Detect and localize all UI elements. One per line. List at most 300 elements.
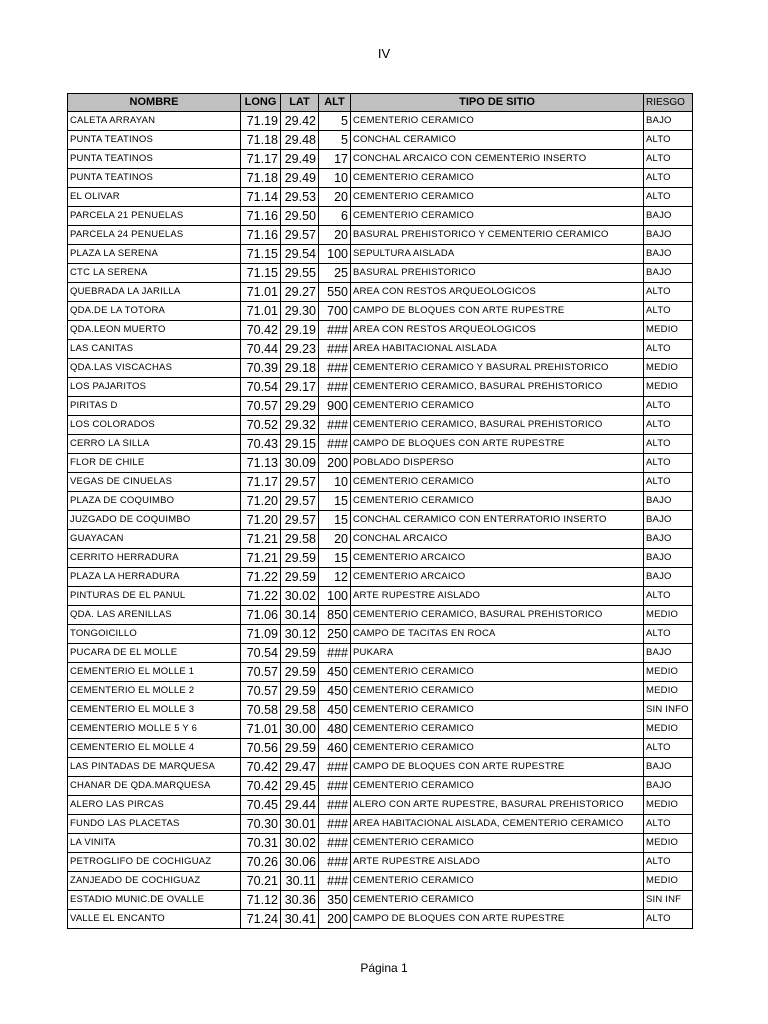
cell-tipo: ARTE RUPESTRE AISLADO [351,587,644,606]
cell-lat: 29.53 [281,188,319,207]
table-row [68,492,693,511]
table-row [68,663,693,682]
cell-riesgo: BAJO [644,245,693,264]
cell-tipo: CEMENTERIO CERAMICO [351,682,644,701]
cell-long: 70.39 [241,359,281,378]
cell-nombre: PARCELA 24 PENUELAS [68,226,241,245]
cell-long: 71.22 [241,568,281,587]
cell-long: 71.01 [241,302,281,321]
table-row [68,701,693,720]
cell-lat: 30.02 [281,834,319,853]
cell-alt: ### [319,796,351,815]
cell-alt: 100 [319,245,351,264]
cell-tipo: CEMENTERIO CERAMICO, BASURAL PREHISTORICO [351,606,644,625]
cell-lat: 29.58 [281,530,319,549]
header-row [68,94,693,112]
cell-tipo: CEMENTERIO CERAMICO [351,112,644,131]
cell-alt: 550 [319,283,351,302]
cell-riesgo: SIN INF [644,891,693,910]
cell-long: 71.01 [241,720,281,739]
table-row [68,739,693,758]
cell-tipo: CEMENTERIO CERAMICO, BASURAL PREHISTORICO [351,416,644,435]
cell-riesgo: BAJO [644,226,693,245]
cell-tipo: CEMENTERIO CERAMICO [351,473,644,492]
cell-nombre: PARCELA 21 PENUELAS [68,207,241,226]
cell-tipo: AREA CON RESTOS ARQUEOLOGICOS [351,283,644,302]
cell-tipo: CEMENTERIO CERAMICO [351,188,644,207]
cell-alt: 15 [319,492,351,511]
cell-lat: 29.15 [281,435,319,454]
cell-tipo: CEMENTERIO CERAMICO [351,663,644,682]
cell-riesgo: ALTO [644,416,693,435]
cell-alt: 850 [319,606,351,625]
cell-long: 71.13 [241,454,281,473]
cell-riesgo: MEDIO [644,720,693,739]
cell-long: 71.15 [241,264,281,283]
cell-nombre: FUNDO LAS PLACETAS [68,815,241,834]
cell-riesgo: ALTO [644,150,693,169]
cell-long: 71.21 [241,530,281,549]
table-row [68,188,693,207]
table-row [68,758,693,777]
cell-alt: 15 [319,549,351,568]
cell-lat: 29.57 [281,226,319,245]
cell-tipo: CONCHAL ARCAICO CON CEMENTERIO INSERTO [351,150,644,169]
cell-alt: ### [319,815,351,834]
cell-long: 71.16 [241,226,281,245]
cell-tipo: ALERO CON ARTE RUPESTRE, BASURAL PREHISTORICO [351,796,644,815]
cell-tipo: CEMENTERIO CERAMICO [351,207,644,226]
col-header-long: LONG [241,94,281,112]
cell-alt: 100 [319,587,351,606]
cell-alt: 6 [319,207,351,226]
table-row [68,796,693,815]
cell-lat: 29.49 [281,150,319,169]
cell-nombre: ALERO LAS PIRCAS [68,796,241,815]
cell-long: 70.57 [241,682,281,701]
cell-alt: ### [319,853,351,872]
cell-tipo: CEMENTERIO CERAMICO Y BASURAL PREHISTORICO [351,359,644,378]
cell-lat: 29.59 [281,682,319,701]
cell-lat: 30.01 [281,815,319,834]
cell-tipo: CAMPO DE BLOQUES CON ARTE RUPESTRE [351,910,644,929]
cell-riesgo: ALTO [644,283,693,302]
cell-alt: 10 [319,473,351,492]
cell-riesgo: BAJO [644,112,693,131]
cell-nombre: ESTADIO MUNIC.DE OVALLE [68,891,241,910]
cell-long: 71.18 [241,131,281,150]
cell-nombre: LAS PINTADAS DE MARQUESA [68,758,241,777]
cell-alt: ### [319,872,351,891]
cell-tipo: CEMENTERIO CERAMICO [351,169,644,188]
cell-alt: 450 [319,663,351,682]
cell-alt: 350 [319,891,351,910]
cell-alt: 10 [319,169,351,188]
cell-tipo: BASURAL PREHISTORICO Y CEMENTERIO CERAMICO [351,226,644,245]
cell-nombre: PUNTA TEATINOS [68,169,241,188]
cell-lat: 29.59 [281,663,319,682]
cell-nombre: FLOR DE CHILE [68,454,241,473]
cell-tipo: CAMPO DE BLOQUES CON ARTE RUPESTRE [351,435,644,454]
cell-lat: 30.11 [281,872,319,891]
cell-riesgo: SIN INFO [644,701,693,720]
cell-alt: 700 [319,302,351,321]
cell-nombre: VEGAS DE CINUELAS [68,473,241,492]
cell-riesgo: ALTO [644,910,693,929]
table-row [68,169,693,188]
table-row [68,853,693,872]
cell-alt: ### [319,321,351,340]
table-row [68,435,693,454]
cell-riesgo: MEDIO [644,359,693,378]
cell-tipo: CEMENTERIO CERAMICO [351,492,644,511]
cell-lat: 29.59 [281,568,319,587]
cell-long: 71.14 [241,188,281,207]
cell-lat: 30.06 [281,853,319,872]
table-row [68,283,693,302]
cell-tipo: CEMENTERIO CERAMICO, BASURAL PREHISTORICO [351,378,644,397]
cell-nombre: QDA. LAS ARENILLAS [68,606,241,625]
cell-lat: 29.42 [281,112,319,131]
cell-riesgo: MEDIO [644,796,693,815]
cell-lat: 30.12 [281,625,319,644]
table-row [68,720,693,739]
cell-tipo: CONCHAL ARCAICO [351,530,644,549]
cell-alt: 20 [319,226,351,245]
cell-nombre: PLAZA DE COQUIMBO [68,492,241,511]
table-row [68,321,693,340]
cell-riesgo: ALTO [644,739,693,758]
cell-lat: 30.09 [281,454,319,473]
cell-lat: 29.54 [281,245,319,264]
cell-nombre: CEMENTERIO EL MOLLE 1 [68,663,241,682]
cell-alt: ### [319,758,351,777]
cell-lat: 29.57 [281,511,319,530]
cell-alt: 15 [319,511,351,530]
cell-riesgo: MEDIO [644,321,693,340]
table-row [68,378,693,397]
sites-table [67,93,693,929]
cell-tipo: CEMENTERIO CERAMICO [351,777,644,796]
cell-long: 70.58 [241,701,281,720]
cell-long: 70.45 [241,796,281,815]
cell-lat: 29.48 [281,131,319,150]
cell-tipo: CAMPO DE BLOQUES CON ARTE RUPESTRE [351,302,644,321]
cell-long: 71.06 [241,606,281,625]
cell-alt: ### [319,378,351,397]
cell-lat: 29.57 [281,492,319,511]
cell-lat: 30.14 [281,606,319,625]
cell-alt: 200 [319,910,351,929]
cell-riesgo: BAJO [644,264,693,283]
cell-alt: ### [319,416,351,435]
cell-nombre: CHANAR DE QDA.MARQUESA [68,777,241,796]
table-row [68,625,693,644]
cell-tipo: CEMENTERIO CERAMICO [351,872,644,891]
cell-nombre: QDA.LEON MUERTO [68,321,241,340]
cell-lat: 29.57 [281,473,319,492]
cell-lat: 29.29 [281,397,319,416]
cell-riesgo: ALTO [644,435,693,454]
cell-lat: 29.19 [281,321,319,340]
cell-nombre: CEMENTERIO EL MOLLE 2 [68,682,241,701]
cell-nombre: PETROGLIFO DE COCHIGUAZ [68,853,241,872]
cell-riesgo: BAJO [644,644,693,663]
cell-long: 70.57 [241,397,281,416]
table-row [68,777,693,796]
cell-long: 71.19 [241,112,281,131]
cell-long: 71.01 [241,283,281,302]
cell-long: 71.16 [241,207,281,226]
cell-alt: ### [319,777,351,796]
cell-riesgo: ALTO [644,397,693,416]
cell-long: 70.42 [241,777,281,796]
cell-tipo: BASURAL PREHISTORICO [351,264,644,283]
cell-long: 70.30 [241,815,281,834]
cell-long: 71.22 [241,587,281,606]
cell-alt: 450 [319,701,351,720]
cell-nombre: GUAYACAN [68,530,241,549]
cell-lat: 29.32 [281,416,319,435]
cell-nombre: CERRITO HERRADURA [68,549,241,568]
cell-nombre: LAS CANITAS [68,340,241,359]
table-row [68,245,693,264]
cell-lat: 29.30 [281,302,319,321]
col-header-nombre: NOMBRE [68,94,241,112]
cell-nombre: CEMENTERIO EL MOLLE 4 [68,739,241,758]
cell-tipo: CEMENTERIO ARCAICO [351,549,644,568]
cell-alt: 20 [319,530,351,549]
cell-lat: 29.45 [281,777,319,796]
cell-alt: 200 [319,454,351,473]
cell-nombre: LOS PAJARITOS [68,378,241,397]
cell-nombre: QDA.LAS VISCACHAS [68,359,241,378]
cell-nombre: PLAZA LA HERRADURA [68,568,241,587]
cell-long: 70.42 [241,758,281,777]
cell-long: 70.31 [241,834,281,853]
cell-riesgo: ALTO [644,815,693,834]
cell-alt: 480 [319,720,351,739]
cell-lat: 30.02 [281,587,319,606]
cell-nombre: CTC LA SERENA [68,264,241,283]
cell-riesgo: ALTO [644,625,693,644]
cell-riesgo: BAJO [644,207,693,226]
cell-alt: 460 [319,739,351,758]
cell-alt: 5 [319,112,351,131]
cell-nombre: LA VINITA [68,834,241,853]
table-row [68,112,693,131]
cell-long: 71.09 [241,625,281,644]
cell-alt: 17 [319,150,351,169]
cell-tipo: AREA HABITACIONAL AISLADA, CEMENTERIO CERAMICO [351,815,644,834]
cell-riesgo: ALTO [644,302,693,321]
cell-nombre: TONGOICILLO [68,625,241,644]
cell-riesgo: BAJO [644,511,693,530]
cell-lat: 29.27 [281,283,319,302]
cell-lat: 30.00 [281,720,319,739]
cell-long: 70.42 [241,321,281,340]
cell-long: 70.57 [241,663,281,682]
cell-tipo: CAMPO DE TACITAS EN ROCA [351,625,644,644]
cell-nombre: CEMENTERIO EL MOLLE 3 [68,701,241,720]
cell-lat: 29.49 [281,169,319,188]
page-header: IV [377,46,391,61]
cell-riesgo: MEDIO [644,378,693,397]
cell-nombre: CEMENTERIO MOLLE 5 Y 6 [68,720,241,739]
cell-lat: 29.59 [281,549,319,568]
table-body [68,112,693,929]
cell-tipo: AREA CON RESTOS ARQUEOLOGICOS [351,321,644,340]
table-row [68,511,693,530]
cell-alt: 12 [319,568,351,587]
cell-tipo: POBLADO DISPERSO [351,454,644,473]
cell-lat: 29.17 [281,378,319,397]
cell-tipo: CAMPO DE BLOQUES CON ARTE RUPESTRE [351,758,644,777]
cell-riesgo: MEDIO [644,606,693,625]
cell-riesgo: ALTO [644,188,693,207]
cell-alt: 250 [319,625,351,644]
table-row [68,910,693,929]
cell-alt: 25 [319,264,351,283]
cell-lat: 29.18 [281,359,319,378]
table-row [68,473,693,492]
cell-lat: 29.59 [281,644,319,663]
cell-lat: 30.36 [281,891,319,910]
cell-tipo: PUKARA [351,644,644,663]
table-row [68,549,693,568]
table-row [68,397,693,416]
table-row [68,587,693,606]
cell-tipo: CEMENTERIO CERAMICO [351,397,644,416]
cell-tipo: CEMENTERIO ARCAICO [351,568,644,587]
cell-alt: 900 [319,397,351,416]
table-row [68,416,693,435]
cell-long: 70.21 [241,872,281,891]
cell-riesgo: BAJO [644,758,693,777]
cell-nombre: PLAZA LA SERENA [68,245,241,264]
cell-alt: ### [319,644,351,663]
table-row [68,150,693,169]
cell-long: 71.20 [241,511,281,530]
cell-riesgo: ALTO [644,853,693,872]
cell-nombre: CERRO LA SILLA [68,435,241,454]
cell-alt: ### [319,340,351,359]
cell-tipo: CEMENTERIO CERAMICO [351,701,644,720]
cell-long: 70.26 [241,853,281,872]
cell-riesgo: BAJO [644,492,693,511]
cell-tipo: ARTE RUPESTRE AISLADO [351,853,644,872]
table-row [68,815,693,834]
cell-tipo: CEMENTERIO CERAMICO [351,720,644,739]
cell-riesgo: BAJO [644,777,693,796]
cell-long: 70.54 [241,378,281,397]
table-row [68,834,693,853]
cell-tipo: CEMENTERIO CERAMICO [351,739,644,758]
cell-alt: ### [319,359,351,378]
table-row [68,530,693,549]
table-row [68,891,693,910]
cell-long: 70.54 [241,644,281,663]
cell-lat: 29.55 [281,264,319,283]
cell-nombre: EL OLIVAR [68,188,241,207]
cell-alt: ### [319,435,351,454]
col-header-alt: ALT [319,94,351,112]
cell-lat: 29.59 [281,739,319,758]
table-row [68,302,693,321]
cell-long: 71.18 [241,169,281,188]
cell-riesgo: ALTO [644,131,693,150]
cell-long: 71.12 [241,891,281,910]
cell-lat: 29.58 [281,701,319,720]
cell-tipo: AREA HABITACIONAL AISLADA [351,340,644,359]
cell-riesgo: MEDIO [644,663,693,682]
cell-lat: 29.44 [281,796,319,815]
cell-riesgo: ALTO [644,169,693,188]
cell-long: 71.15 [241,245,281,264]
col-header-tipo: TIPO DE SITIO [351,94,644,112]
cell-long: 70.56 [241,739,281,758]
table-row [68,207,693,226]
cell-lat: 29.23 [281,340,319,359]
cell-lat: 29.50 [281,207,319,226]
cell-riesgo: BAJO [644,549,693,568]
table-row [68,131,693,150]
table-row [68,872,693,891]
cell-nombre: VALLE EL ENCANTO [68,910,241,929]
cell-tipo: CONCHAL CERAMICO CON ENTERRATORIO INSERTO [351,511,644,530]
table-row [68,359,693,378]
cell-tipo: CEMENTERIO CERAMICO [351,834,644,853]
table-row [68,568,693,587]
cell-long: 71.24 [241,910,281,929]
table-row [68,340,693,359]
cell-nombre: PIRITAS D [68,397,241,416]
cell-alt: 20 [319,188,351,207]
cell-tipo: SEPULTURA AISLADA [351,245,644,264]
cell-alt: 5 [319,131,351,150]
cell-long: 71.17 [241,473,281,492]
table-row [68,644,693,663]
cell-nombre: PUNTA TEATINOS [68,150,241,169]
cell-nombre: ZANJEADO DE COCHIGUAZ [68,872,241,891]
cell-nombre: PUNTA TEATINOS [68,131,241,150]
cell-riesgo: ALTO [644,473,693,492]
cell-riesgo: MEDIO [644,872,693,891]
cell-nombre: CALETA ARRAYAN [68,112,241,131]
cell-riesgo: ALTO [644,587,693,606]
cell-long: 70.44 [241,340,281,359]
cell-riesgo: ALTO [644,454,693,473]
cell-long: 70.43 [241,435,281,454]
cell-riesgo: MEDIO [644,834,693,853]
col-header-lat: LAT [281,94,319,112]
cell-riesgo: ALTO [644,340,693,359]
cell-nombre: LOS COLORADOS [68,416,241,435]
cell-nombre: QUEBRADA LA JARILLA [68,283,241,302]
cell-long: 71.21 [241,549,281,568]
cell-lat: 30.41 [281,910,319,929]
cell-alt: ### [319,834,351,853]
cell-riesgo: BAJO [644,568,693,587]
table-row [68,682,693,701]
cell-tipo: CONCHAL CERAMICO [351,131,644,150]
cell-tipo: CEMENTERIO CERAMICO [351,891,644,910]
cell-nombre: PINTURAS DE EL PANUL [68,587,241,606]
cell-alt: 450 [319,682,351,701]
cell-riesgo: BAJO [644,530,693,549]
page-footer: Página 1 [360,961,408,975]
cell-riesgo: MEDIO [644,682,693,701]
